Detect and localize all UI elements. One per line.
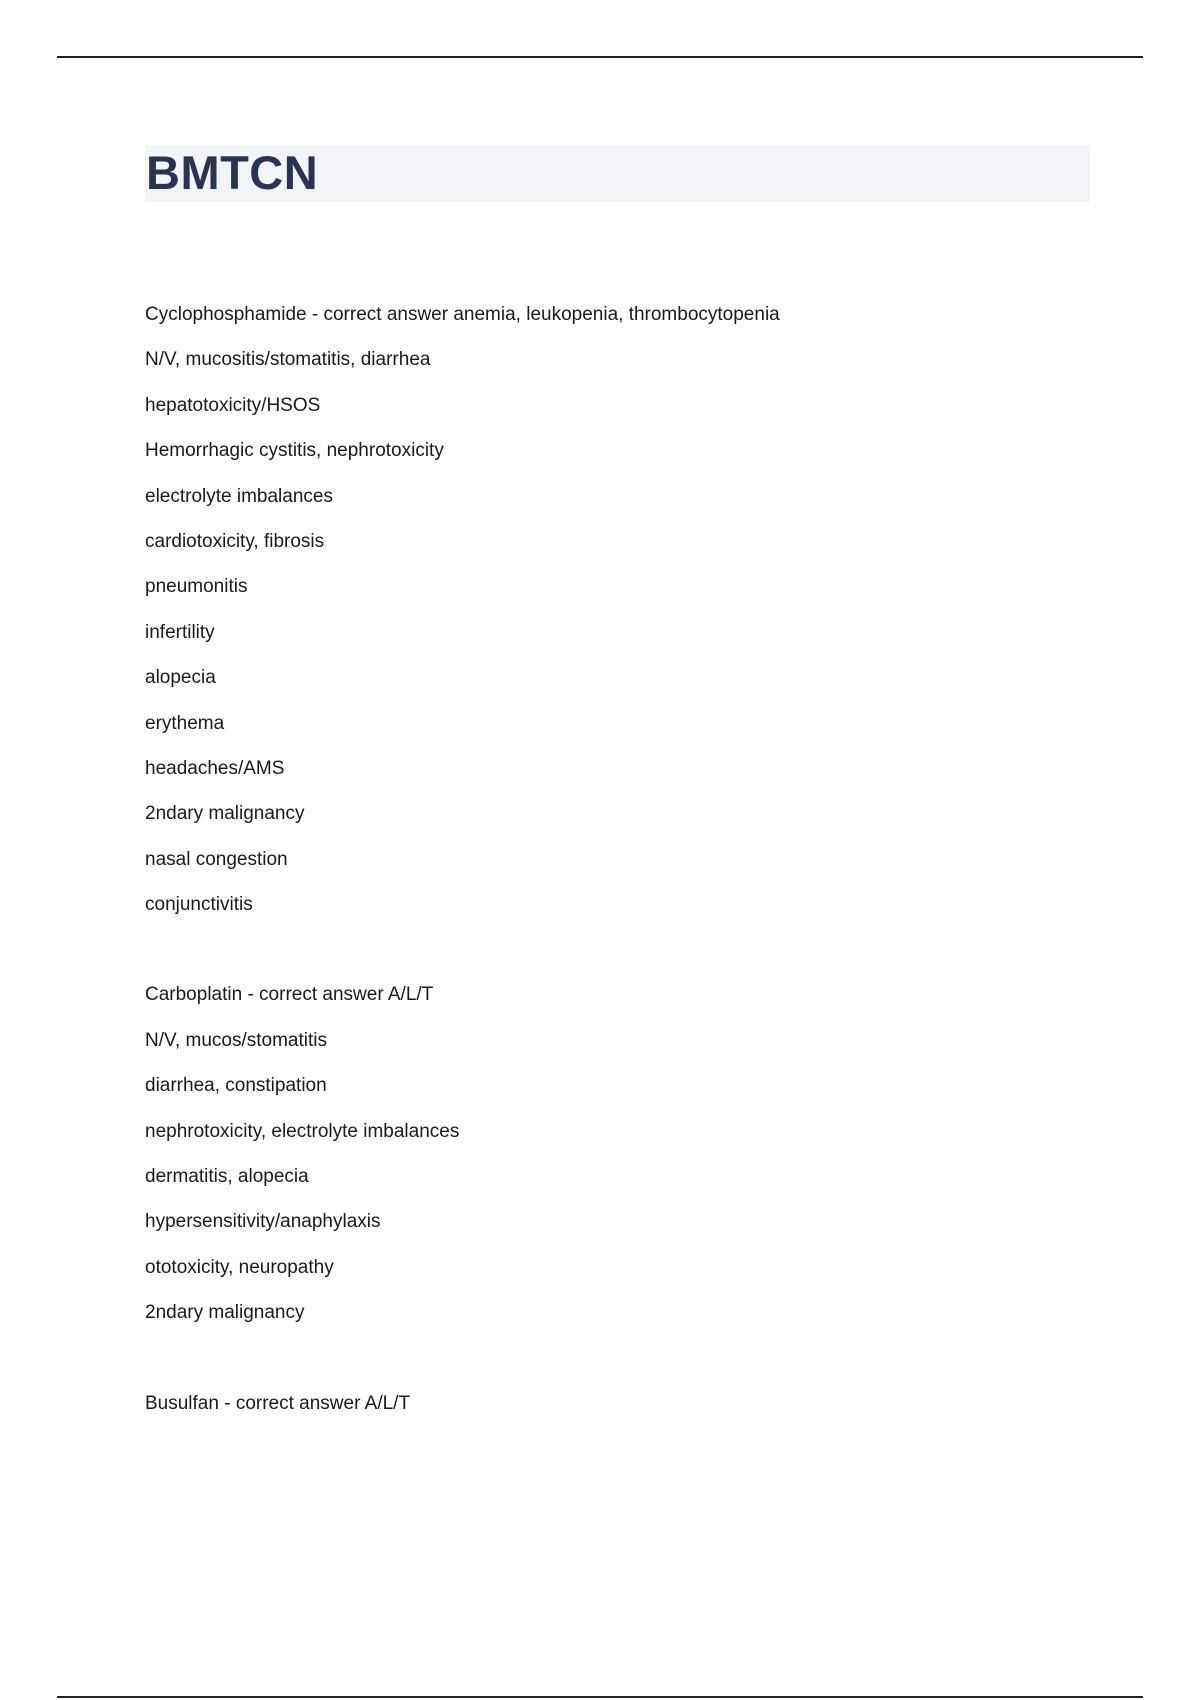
entry-line: Carboplatin - correct answer A/L/T <box>145 984 434 1006</box>
document-body <box>145 292 1085 1471</box>
entry-carboplatin <box>145 972 1085 1335</box>
entry-cyclophosphamide <box>145 292 1085 927</box>
entry-line: hypersensitivity/anaphylaxis <box>145 1211 381 1233</box>
entry-line: conjunctivitis <box>145 894 253 916</box>
entry-line: 2ndary malignancy <box>145 1302 305 1324</box>
entry-line: diarrhea, constipation <box>145 1075 327 1097</box>
entry-line: Busulfan - correct answer A/L/T <box>145 1392 411 1414</box>
entry-line: nasal congestion <box>145 848 288 870</box>
entry-line: electrolyte imbalances <box>145 485 333 507</box>
entry-line: Hemorrhagic cystitis, nephrotoxicity <box>145 440 444 462</box>
entry-line: ototoxicity, neuropathy <box>145 1256 334 1278</box>
entry-busulfan <box>145 1381 1085 1426</box>
entry-line: hepatotoxicity/HSOS <box>145 394 321 416</box>
entry-line: 2ndary malignancy <box>145 803 305 825</box>
entry-line: infertility <box>145 621 215 643</box>
entry-line: headaches/AMS <box>145 757 285 779</box>
entry-line: pneumonitis <box>145 576 248 598</box>
entry-line: nephrotoxicity, electrolyte imbalances <box>145 1120 460 1142</box>
top-rule <box>57 56 1143 58</box>
entry-line: N/V, mucos/stomatitis <box>145 1029 327 1051</box>
entry-line: erythema <box>145 712 225 734</box>
page-title: BMTCN <box>146 146 319 199</box>
entry-line: cardiotoxicity, fibrosis <box>145 530 325 552</box>
entry-line: dermatitis, alopecia <box>145 1166 309 1188</box>
bottom-rule <box>57 1696 1143 1698</box>
entry-line: N/V, mucositis/stomatitis, diarrhea <box>145 349 431 371</box>
entry-line: Cyclophosphamide - correct answer anemia, leukopenia, thrombocytopenia <box>145 304 780 325</box>
entry-line: alopecia <box>145 667 216 689</box>
